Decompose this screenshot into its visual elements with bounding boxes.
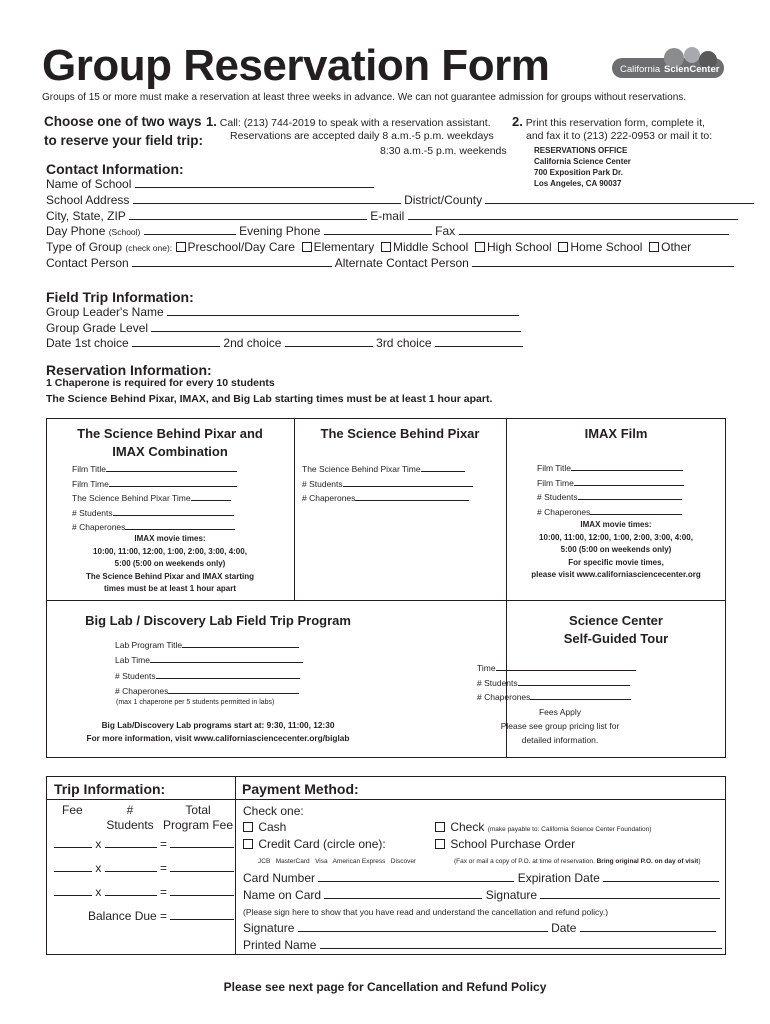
card-signature-field[interactable] (540, 888, 720, 899)
imax-film-time-field[interactable] (574, 477, 684, 486)
combo-pixar-time-field[interactable] (191, 492, 231, 501)
combo-students-field[interactable] (113, 507, 234, 516)
leader-field[interactable] (167, 305, 519, 316)
pixar-fields: The Science Behind Pixar Time # Students # Chaperones (302, 462, 473, 506)
cash-checkbox[interactable] (243, 822, 253, 832)
evening-phone-field[interactable] (324, 224, 432, 235)
home-school-checkbox[interactable] (558, 242, 568, 252)
biglab-title-field[interactable] (182, 639, 299, 648)
fee-2-field[interactable] (54, 861, 92, 872)
middle-school-checkbox[interactable] (381, 242, 391, 252)
combo-imax-times: IMAX movie times: 10:00, 11:00, 12:00, 1:00, 2:00, 3:00, 4:00, 5:00 (5:00 on weekends only) The Science Behind Pixar and IMAX starting times must be at least 1 hour apart (85, 534, 255, 593)
total-3-field[interactable] (170, 885, 234, 896)
tour-students-field[interactable] (518, 677, 630, 686)
imax-movie-times: IMAX movie times: 10:00, 11:00, 12:00, 1:00, 2:00, 3:00, 4:00, 5:00 (5:00 on weekends only) For specific movie times, please visit www.californiasciencecenter.org (531, 520, 701, 579)
contact-person-row: Contact Person Alternate Contact Person (46, 256, 734, 272)
cash-option[interactable]: Cash (243, 819, 286, 836)
biglab-students-field[interactable] (156, 670, 300, 679)
col-total: Total Program Fee (162, 803, 234, 832)
tour-time-field[interactable] (496, 662, 636, 671)
date1-field[interactable] (132, 336, 220, 347)
balance-due-field[interactable] (170, 909, 234, 920)
school-name-field[interactable] (135, 177, 374, 188)
pixar-chaperones-field[interactable] (355, 492, 469, 501)
biglab-fields: Lab Program Title Lab Time # Students # Chaperones (115, 638, 303, 698)
logo-text-california: California (620, 64, 661, 75)
tour-chaperones-field[interactable] (530, 691, 631, 700)
biglab-info: Big Lab/Discovery Lab programs start at: 9:30, 11:00, 12:30 For more information, visit www.californiasciencecenter.org/biglab (86, 720, 350, 743)
col-fee: Fee (62, 803, 83, 817)
contact-person-field[interactable] (132, 256, 332, 267)
mailing-address: RESERVATIONS OFFICE California Science Center 700 Exposition Park Dr. Los Angeles, CA 90037 (534, 146, 631, 188)
biglab-max-note: (max 1 chaperone per 5 students permitted in labs) (116, 699, 275, 706)
students-2-field[interactable] (105, 861, 157, 872)
alt-contact-field[interactable] (472, 256, 734, 267)
reservation-heading: Reservation Information: (46, 362, 212, 378)
step1-line3: 8:30 a.m.-5 p.m. weekends (380, 145, 507, 157)
step2-number: 2. (512, 114, 523, 129)
combo-chaperones-field[interactable] (125, 521, 235, 530)
elementary-checkbox[interactable] (302, 242, 312, 252)
option-fax-mail (512, 115, 705, 130)
day-phone-field[interactable] (144, 224, 236, 235)
imax-students-field[interactable] (578, 491, 682, 500)
school-address-field[interactable] (133, 193, 401, 204)
printed-name-row: Printed Name (243, 937, 722, 954)
step2-line2: and fax it to (213) 222-0953 or mail it to: (526, 130, 713, 142)
form-title: Group Reservation Form (42, 41, 550, 90)
combo-film-title-field[interactable] (106, 463, 237, 472)
timing-rule: The Science Behind Pixar, IMAX, and Big Lab starting times must be at least 1 hour apart. (46, 393, 493, 405)
combo-film-time-field[interactable] (109, 478, 237, 487)
po-option[interactable]: School Purchase Order (435, 836, 575, 853)
california-science-center-logo (612, 46, 724, 88)
step2-line1: Print this reservation form, complete it, (525, 117, 705, 129)
school-name-row: Name of School (46, 177, 374, 193)
po-note: (Fax or mail a copy of P.O. at time of reservation. Bring original P.O. on day of visit) (454, 858, 701, 865)
signature-row: Signature Date (243, 920, 716, 937)
payment-heading: Payment Method: (242, 781, 359, 797)
students-1-field[interactable] (105, 837, 157, 848)
biglab-chaperones-field[interactable] (168, 685, 299, 694)
po-checkbox[interactable] (435, 839, 445, 849)
city-field[interactable] (129, 209, 367, 220)
group-type-row: Type of Group (check one): Preschool/Day Care Elementary Middle School High School Home School Other (46, 240, 692, 254)
chaperone-rule: 1 Chaperone is required for every 10 students (46, 377, 275, 389)
fee-3-field[interactable] (54, 885, 92, 896)
biglab-time-field[interactable] (150, 654, 303, 663)
pixar-students-field[interactable] (343, 478, 473, 487)
imax-title: IMAX Film (584, 426, 648, 441)
expiration-field[interactable] (603, 871, 719, 882)
fee-row-3: x = (54, 885, 234, 901)
biglab-title: Big Lab / Discovery Lab Field Trip Program (85, 613, 351, 628)
tour-fees: Fees Apply Please see group pricing list for detailed information. (500, 707, 620, 745)
step1-line2: Reservations are accepted daily 8 a.m.-5 p.m. weekdays (230, 130, 494, 142)
trip-info-heading: Trip Information: (54, 781, 166, 797)
fee-row-2: x = (54, 861, 234, 877)
step1-number: 1. (206, 114, 217, 129)
card-number-row: Card Number Expiration Date (243, 870, 719, 887)
students-3-field[interactable] (105, 885, 157, 896)
contact-heading: Contact Information: (46, 161, 184, 177)
school-address-row: School Address District/County (46, 193, 754, 209)
grade-row: Group Grade Level (46, 321, 521, 337)
leader-row: Group Leader's Name (46, 305, 519, 321)
tour-title: Science Center Self-Guided Tour (563, 613, 669, 646)
step1-line1: Call: (213) 744-2019 to speak with a reservation assistant. (219, 117, 491, 129)
fax-field[interactable] (459, 224, 729, 235)
card-number-field[interactable] (318, 871, 514, 882)
printed-name-field[interactable] (320, 938, 722, 949)
email-field[interactable] (408, 209, 738, 220)
pixar-title: The Science Behind Pixar (320, 426, 480, 441)
total-1-field[interactable] (170, 837, 234, 848)
city-row: City, State, ZIP E-mail (46, 209, 738, 225)
choose-heading: Choose one of two ways to reserve your field trip: (44, 114, 204, 148)
footer-note: Please see next page for Cancellation and Refund Policy (223, 980, 547, 994)
combo-title: The Science Behind Pixar and IMAX Combination (77, 426, 263, 459)
name-on-card-row: Name on Card Signature (243, 887, 720, 904)
balance-row: Balance Due = (88, 909, 234, 925)
high-school-checkbox[interactable] (475, 242, 485, 252)
check-one-label: Check one: (243, 804, 304, 818)
date-field[interactable] (580, 921, 716, 932)
option-call (206, 115, 491, 130)
combo-fields: Film Title Film Time The Science Behind Pixar Time # Students # Chaperones (72, 462, 237, 535)
check-checkbox[interactable] (435, 822, 445, 832)
imax-chaperones-field[interactable] (590, 506, 682, 515)
col-students: # Students (106, 803, 154, 832)
card-types: JCB MasterCard Visa American Express Discover (258, 858, 417, 865)
credit-card-option[interactable]: Credit Card (circle one): (243, 836, 386, 853)
district-field[interactable] (485, 193, 754, 204)
phone-row: Day Phone (School) Evening Phone Fax (46, 224, 729, 241)
sign-note: (Please sign here to show that you have read and understand the cancellation and refund policy.) (243, 907, 609, 917)
imax-film-title-field[interactable] (571, 462, 683, 471)
fee-1-field[interactable] (54, 837, 92, 848)
intro-text: Groups of 15 or more must make a reservation at least three weeks in advance. We can not guarantee admission for groups without reservations. (42, 92, 687, 103)
logo-text-sciencenter: ScienCenter (664, 64, 720, 75)
date3-field[interactable] (435, 336, 523, 347)
name-on-card-field[interactable] (324, 888, 482, 899)
fee-row-1: x = (54, 837, 234, 853)
dates-row: Date 1st choice 2nd choice 3rd choice (46, 336, 523, 352)
tour-fields: Time # Students # Chaperones (477, 661, 636, 705)
other-checkbox[interactable] (649, 242, 659, 252)
field-trip-heading: Field Trip Information: (46, 289, 194, 305)
pixar-time-field[interactable] (421, 463, 465, 472)
date2-field[interactable] (285, 336, 373, 347)
credit-card-checkbox[interactable] (243, 839, 253, 849)
check-option[interactable]: Check (make payable to: California Science Center Foundation) (435, 819, 651, 838)
imax-fields: Film Title Film Time # Students # Chaperones (537, 461, 684, 519)
total-2-field[interactable] (170, 861, 234, 872)
preschool-checkbox[interactable] (176, 242, 186, 252)
grade-field[interactable] (151, 321, 521, 332)
policy-signature-field[interactable] (298, 921, 548, 932)
